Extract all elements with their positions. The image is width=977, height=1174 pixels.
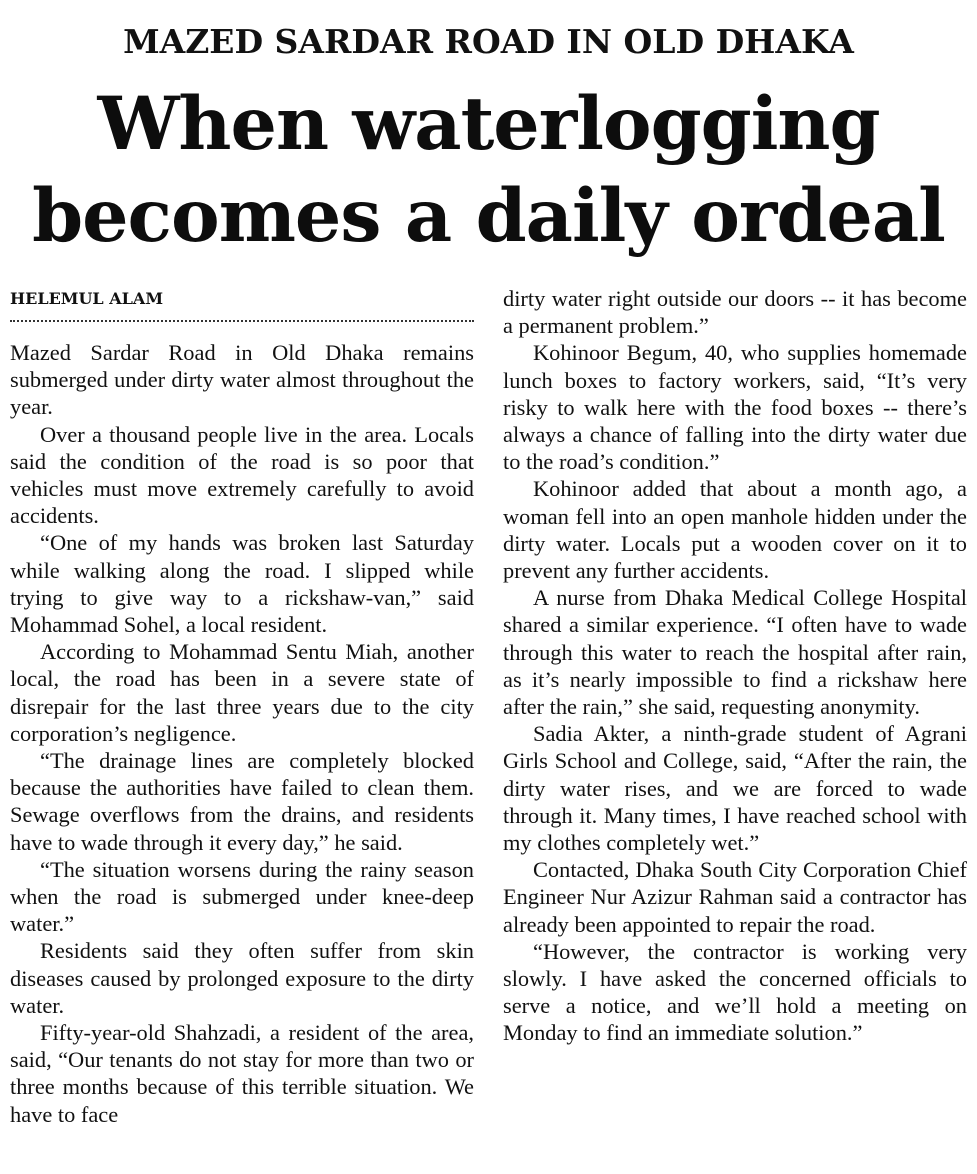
- paragraph: Mazed Sardar Road in Old Dhaka remains submerged under dirty water almost throughout the year.: [10, 340, 474, 420]
- paragraph: Residents said they often suffer from skin diseases caused by prolonged exposure to the dirty water.: [10, 938, 474, 1018]
- paragraph: Kohinoor added that about a month ago, a woman fell into an open manhole hidden under the dirty water. Locals put a wooden cover on it to prevent any further accidents.: [503, 476, 967, 584]
- paragraph: Sadia Akter, a ninth-grade student of Agrani Girls School and College, said, “After the rain, the dirty water rises, and we are forced to wade through it. Many times, I have reached school with my clothes completely wet.”: [503, 721, 967, 856]
- paragraph: “However, the contractor is working very slowly. I have asked the concerned officials to serve a notice, and we’ll hold a meeting on Monday to find an immediate solution.”: [503, 938, 967, 1046]
- headline-line-2: becomes a daily ordeal: [32, 173, 945, 259]
- paragraph: A nurse from Dhaka Medical College Hospital shared a similar experience. “I often have to wade through this water to reach the hospital after rain, as it’s nearly impossible to find a rickshaw here after the rain,” she said, requesting anonymity.: [503, 585, 967, 720]
- paragraph: “The drainage lines are completely blocked because the authorities have failed to clean them. Sewage overflows from the drains, and residents have to wade through it every day,” he said.: [10, 748, 474, 855]
- paragraph: According to Mohammad Sentu Miah, another local, the road has been in a severe state of disrepair for the last three years due to the city corporation’s negligence.: [10, 639, 474, 746]
- article-column-left: [10, 339, 474, 1128]
- headline-line-1: When waterlogging: [97, 81, 880, 167]
- paragraph: Contacted, Dhaka South City Corporation Chief Engineer Nur Azizur Rahman said a contractor has already been appointed to repair the road.: [503, 857, 967, 937]
- paragraph: “The situation worsens during the rainy season when the road is submerged under knee-deep water.”: [10, 856, 474, 937]
- kicker: MAZED SARDAR ROAD IN OLD DHAKA: [123, 22, 854, 61]
- paragraph: dirty water right outside our doors -- it has become a permanent problem.”: [503, 286, 967, 339]
- paragraph: Fifty-year-old Shahzadi, a resident of the area, said, “Our tenants do not stay for more than two or three months because of this terrible situation. We have to face: [10, 1020, 474, 1127]
- paragraph: “One of my hands was broken last Saturday while walking along the road. I slipped while trying to give way to a rickshaw-van,” said Mohammad Sohel, a local resident.: [10, 530, 474, 638]
- byline-divider: [10, 320, 474, 322]
- paragraph: Over a thousand people live in the area. Locals said the condition of the road is so poor that vehicles must move extremely carefully to avoid accidents.: [10, 421, 474, 529]
- byline: HELEMUL ALAM: [10, 289, 164, 308]
- headline: [0, 78, 977, 262]
- paragraph: Kohinoor Begum, 40, who supplies homemade lunch boxes to factory workers, said, “It’s very risky to walk here with the food boxes -- there’s always a chance of falling into the dirty water due to the road’s condition.”: [503, 340, 967, 475]
- article-column-right: [503, 285, 967, 1047]
